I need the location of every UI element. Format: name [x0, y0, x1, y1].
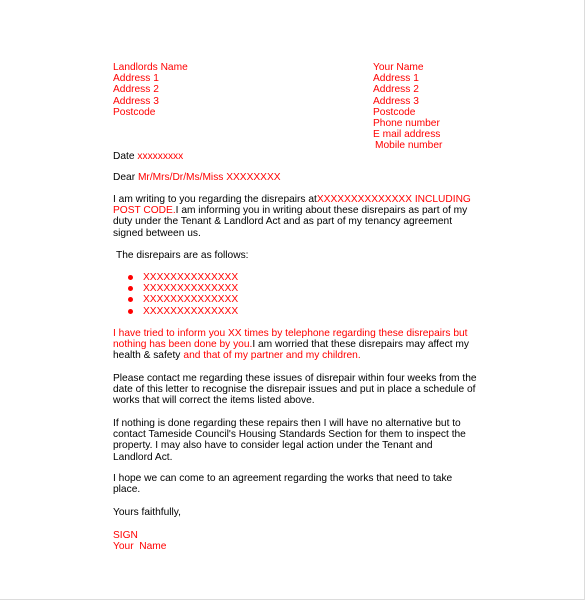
bullet-icon	[128, 297, 133, 302]
paragraph-text: I am writing to you regarding the disrepairs at	[113, 194, 317, 205]
paragraph-line	[113, 452, 461, 463]
disrepair-placeholder: XXXXXXXXXXXXXX	[143, 305, 239, 317]
paragraph-text: I hope we can come to an agreement regarding the works that need to take	[113, 473, 453, 484]
closing: Yours faithfully,	[113, 507, 181, 518]
paragraph-text: I am worried that these disrepairs may affect my	[252, 339, 470, 351]
paragraph-text: signed between us.	[113, 227, 201, 239]
paragraph-line	[113, 473, 461, 484]
paragraph-text: duty under the Tenant & Landlord Act and as part of my tenancy agreement	[113, 216, 453, 228]
paragraph-text: nothing has been done by you.	[113, 339, 253, 351]
paragraph-line	[113, 373, 477, 384]
list-item	[126, 306, 238, 317]
disrepairs-intro: The disrepairs are as follows:	[116, 250, 249, 261]
paragraph-line	[113, 395, 461, 406]
sender-address-block	[113, 62, 188, 118]
paragraph-line	[113, 194, 471, 205]
paragraph-line	[113, 228, 461, 239]
paragraph-line	[113, 339, 470, 351]
salutation-label: Dear	[113, 172, 136, 183]
paragraph-text: I am informing you in writing about these disrepairs as part of my	[175, 205, 468, 217]
paragraph-text: If nothing is done regarding these repairs then I will have no alternative but to	[113, 418, 461, 429]
postcode-placeholder: POST CODE.	[113, 205, 176, 217]
signature-placeholder: SIGN	[113, 530, 138, 541]
paragraph-line	[113, 440, 461, 451]
date-label: Date	[113, 151, 135, 162]
paragraph-line	[113, 384, 476, 396]
intro-paragraph	[113, 194, 471, 239]
paragraph-line	[113, 216, 461, 227]
bullet-icon	[128, 286, 133, 291]
sender-address-line-1: Address 1	[113, 73, 159, 85]
tenant-address-line-1: Address 1	[373, 73, 419, 85]
disrepair-placeholder: XXXXXXXXXXXXXX	[143, 294, 239, 306]
tenant-address-line-2: Address 2	[373, 84, 419, 96]
sender-address-line-3: Address 3	[113, 95, 159, 107]
paragraph-text: works that will correct the items listed above.	[113, 395, 315, 407]
tenant-address-line-3: Address 3	[373, 95, 419, 107]
sender-postcode: Postcode	[113, 106, 156, 118]
paragraph-text: contact Tameside Council's Housing Standards Section for them to inspect the	[113, 429, 466, 441]
paragraph-text: health & safety	[113, 350, 181, 362]
signature-name: Your Name	[113, 541, 167, 553]
paragraph-line	[113, 484, 461, 495]
paragraph-text: property. I may also have to consider legal action under the Tenant and	[113, 440, 433, 452]
tenant-email: E mail address	[373, 129, 441, 141]
list-item	[126, 294, 238, 305]
paragraph-text: place.	[113, 484, 141, 496]
paragraph-text: I have tried to inform you XX times by telephone regarding these disrepairs but	[113, 328, 468, 339]
paragraph-line	[113, 350, 461, 361]
request-paragraph	[113, 373, 477, 407]
consequences-paragraph	[113, 418, 466, 463]
paragraph-text: and that of my partner and my children.	[183, 350, 361, 362]
disrepair-placeholder: XXXXXXXXXXXXXX	[143, 283, 239, 295]
list-item	[126, 283, 238, 294]
disrepair-placeholder: XXXXXXXXXXXXXX	[143, 272, 239, 283]
tenant-mobile: Mobile number	[375, 140, 443, 152]
tenant-postcode: Postcode	[373, 106, 416, 118]
signature-block	[113, 530, 166, 552]
date-line	[113, 151, 183, 162]
tenant-name: Your Name	[373, 62, 424, 73]
paragraph-text: Landlord Act.	[113, 451, 173, 463]
paragraph-line	[113, 328, 468, 339]
bullet-icon	[128, 309, 133, 314]
agreement-paragraph	[113, 473, 461, 495]
bullet-icon	[128, 275, 133, 280]
salutation-name: Mr/Mrs/Dr/Ms/Miss XXXXXXXX	[137, 172, 281, 183]
paragraph-text: Please contact me regarding these issues of disrepair within four weeks from the	[113, 373, 477, 384]
sender-address-line-2: Address 2	[113, 84, 159, 96]
paragraph-line	[113, 205, 468, 217]
contact-attempts-paragraph	[113, 328, 470, 362]
property-address-placeholder: XXXXXXXXXXXXXX INCLUDING	[316, 194, 471, 205]
paragraph-text: date of this letter to recognise the disrepair issues and put in place a schedule of	[113, 384, 476, 396]
list-item	[126, 272, 238, 283]
salutation	[113, 172, 281, 183]
paragraph-line	[113, 418, 461, 429]
tenant-address-block	[373, 62, 442, 152]
tenant-phone: Phone number	[373, 118, 440, 130]
disrepairs-list	[126, 272, 238, 317]
sender-name: Landlords Name	[113, 62, 188, 73]
paragraph-line	[113, 429, 466, 441]
date-value: xxxxxxxxx	[137, 151, 184, 162]
